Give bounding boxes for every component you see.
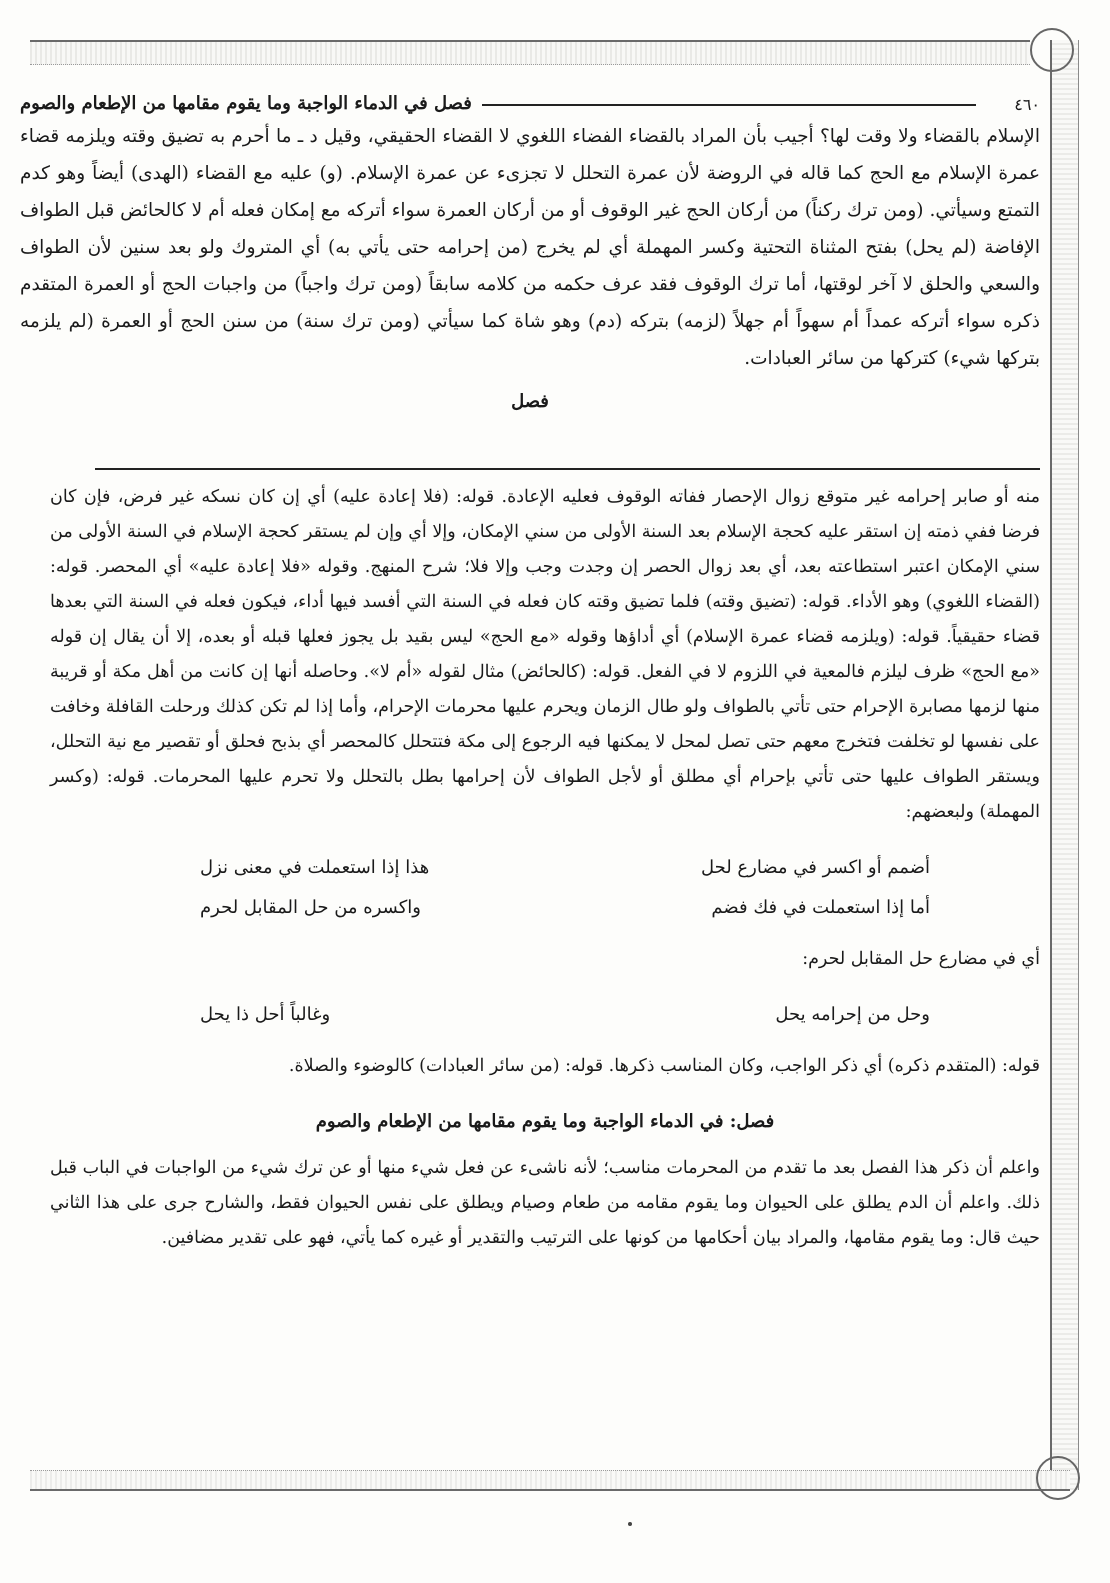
poem — [50, 848, 1040, 928]
poem-verse — [50, 848, 1040, 888]
verse-hemistich-left: هذا إذا استعملت في معنى نزل — [200, 857, 430, 878]
book-page — [20, 80, 1040, 1480]
poem-lead: أي في مضارع حل المقابل لحرم: — [802, 949, 1040, 969]
notes-paragraph: منه أو صابر إحرامه غير متوقع زوال الإحصار ففاته الوقوف فعليه الإعادة. قوله: (فلا إعادة عليه) أي إن كان نسكه غير فرض، فإن كان فرضا ففي ذمته إن استقر عليه كحجة الإسلام بعد السنة الأولى من سني الإمكان، وإلا أي وإن لم يستقر كحجة الإسلام في السنة الأولى من سني الإمكان اعتبر استطاعته بعد، أي بعد زوال الحصر إن وجدت وجب وإلا فلا؛ شرح المنهج. وقوله «فلا إعادة عليه» أي المحصر. قوله: (القضاء اللغوي) وهو الأداء. قوله: (تضيق وقته) فلما تضيق وقته كان فعله في السنة التي أفسد فيها أداء، فيكون فعله في السنة التي بعدها قضاء حقيقياً. قوله: (ويلزمه قضاء عمرة الإسلام) أي أداؤها وقوله «مع الحج» ليس بقيد بل يجوز فعلها قبله أو بعده، إلا أن يقال إن قوله «مع الحج» ظرف ليلزم فالمعية في اللزوم لا في الفعل. قوله: (كالحائض) مثال لقوله «أم لا». وحاصله أنها إن كانت من أهل مكة أو قريبة منها لزمها مصابرة الإحرام حتى تأتي بالطواف ولو طال الزمان ويحرم عليها محرمات الإحرام، وأما إذا لم تكن كذلك ورحلت القافلة وخافت على نفسها لو تخلفت فتخرج معهم حتى تصل لمحل لا يمكنها فيه الرجوع إلى مكة فتتحلل كالمحصر أي بذبح فحلق أو تقصير مع نية التحلل، ويستقر الطواف عليها حتى تأتي بإحرام أي مطلق أو لأجل الطواف لأن إحرامها بطل بالتحلل ولا تحرم عليها المحرمات. قوله: (وكسر المهملة) ولبعضهم: — [50, 487, 1040, 822]
header-title: فصل في الدماء الواجبة وما يقوم مقامها من الإطعام والصوم — [20, 93, 472, 114]
footnote-divider — [95, 468, 1040, 470]
page-number: ٤٦٠ — [1014, 95, 1040, 114]
commentary-notes — [50, 480, 1040, 1256]
header-rule — [482, 104, 976, 106]
poem-2 — [50, 995, 1040, 1035]
verse-hemistich-right: وحل من إحرامه يحل — [775, 1004, 930, 1025]
verse-hemistich-right: أضمم أو اكسر في مضارع لحل — [700, 857, 930, 878]
verse-hemistich-right: أما إذا استعملت في فك فضم — [711, 897, 930, 918]
frame-corner-ornament — [1030, 28, 1074, 72]
poem-verse — [50, 888, 1040, 928]
section-paragraph: واعلم أن ذكر هذا الفصل بعد ما تقدم من المحرمات مناسب؛ لأنه ناشىء عن فعل شيء منها أو عن ترك شيء من الواجبات في الباب قبل ذلك. واعلم أن الدم يطلق على الحيوان وما يقوم مقامه من طعام وصيام ويطلق على نفس الحيوان فقط، والشارح جرى على هذا الثاني حيث قال: وما يقوم مقامها، والمراد بيان أحكامها من كونها على الترتيب والتقدير أو غيره كما يأتي، فهو على تقدير مضافين. — [50, 1158, 1040, 1248]
notes-tail: قوله: (المتقدم ذكره) أي ذكر الواجب، وكان المناسب ذكرها. قوله: (من سائر العبادات) كالوضوء والصلاة. — [288, 1056, 1040, 1076]
frame-corner-ornament — [1036, 1456, 1080, 1500]
running-header — [20, 80, 1040, 114]
verse-hemistich-left: واكسره من حل المقابل لحرم — [200, 897, 421, 918]
section-title: فصل: في الدماء الواجبة وما يقوم مقامها من الإطعام والصوم — [315, 1111, 775, 1132]
scan-speck — [628, 1522, 632, 1526]
decorative-frame-right — [1050, 40, 1079, 1490]
decorative-frame-top — [30, 40, 1030, 65]
verse-hemistich-left: وغالباً أحل ذا يحل — [200, 1004, 331, 1025]
main-text: الإسلام بالقضاء ولا وقت لها؟ أجيب بأن المراد بالقضاء الفضاء اللغوي لا القضاء الحقيقي، وقيل د ـ ما أحرم به تضيق وقته ويلزمه قضاء عمرة الإسلام مع الحج كما قاله في الروضة لأن عمرة التحلل لا تجزىء عن عمرة الإسلام. (و) عليه مع القضاء (الهدى) أيضاً وهو كدم التمتع وسيأتي. (ومن ترك ركناً) من أركان الحج غير الوقوف أو من أركان العمرة سواء أتركه مع إمكان فعله أم لا كالحائض قبل الطواف الإفاضة (لم يحل) بفتح المثناة التحتية وكسر المهملة أي لم يخرج (من إحرامه حتى يأتي به) أي المتروك ولو بعد سنين لأن الطواف والسعي والحلق لا آخر لوقتها، أما ترك الوقوف فقد عرف حكمه من كلامه سابقاً (ومن ترك واجباً) من واجبات الحج أو العمرة المتقدم ذكره سواء أتركه عمداً أم سهواً أم جهلاً (لزمه) بتركه (دم) وهو شاة كما سيأتي (ومن ترك سنة) من سنن الحج أو العمرة (لم يلزمه بتركها شيء) كتركها من سائر العبادات. — [20, 126, 1040, 369]
fasl-heading: فصل — [511, 391, 549, 412]
poem-verse — [50, 995, 1040, 1035]
